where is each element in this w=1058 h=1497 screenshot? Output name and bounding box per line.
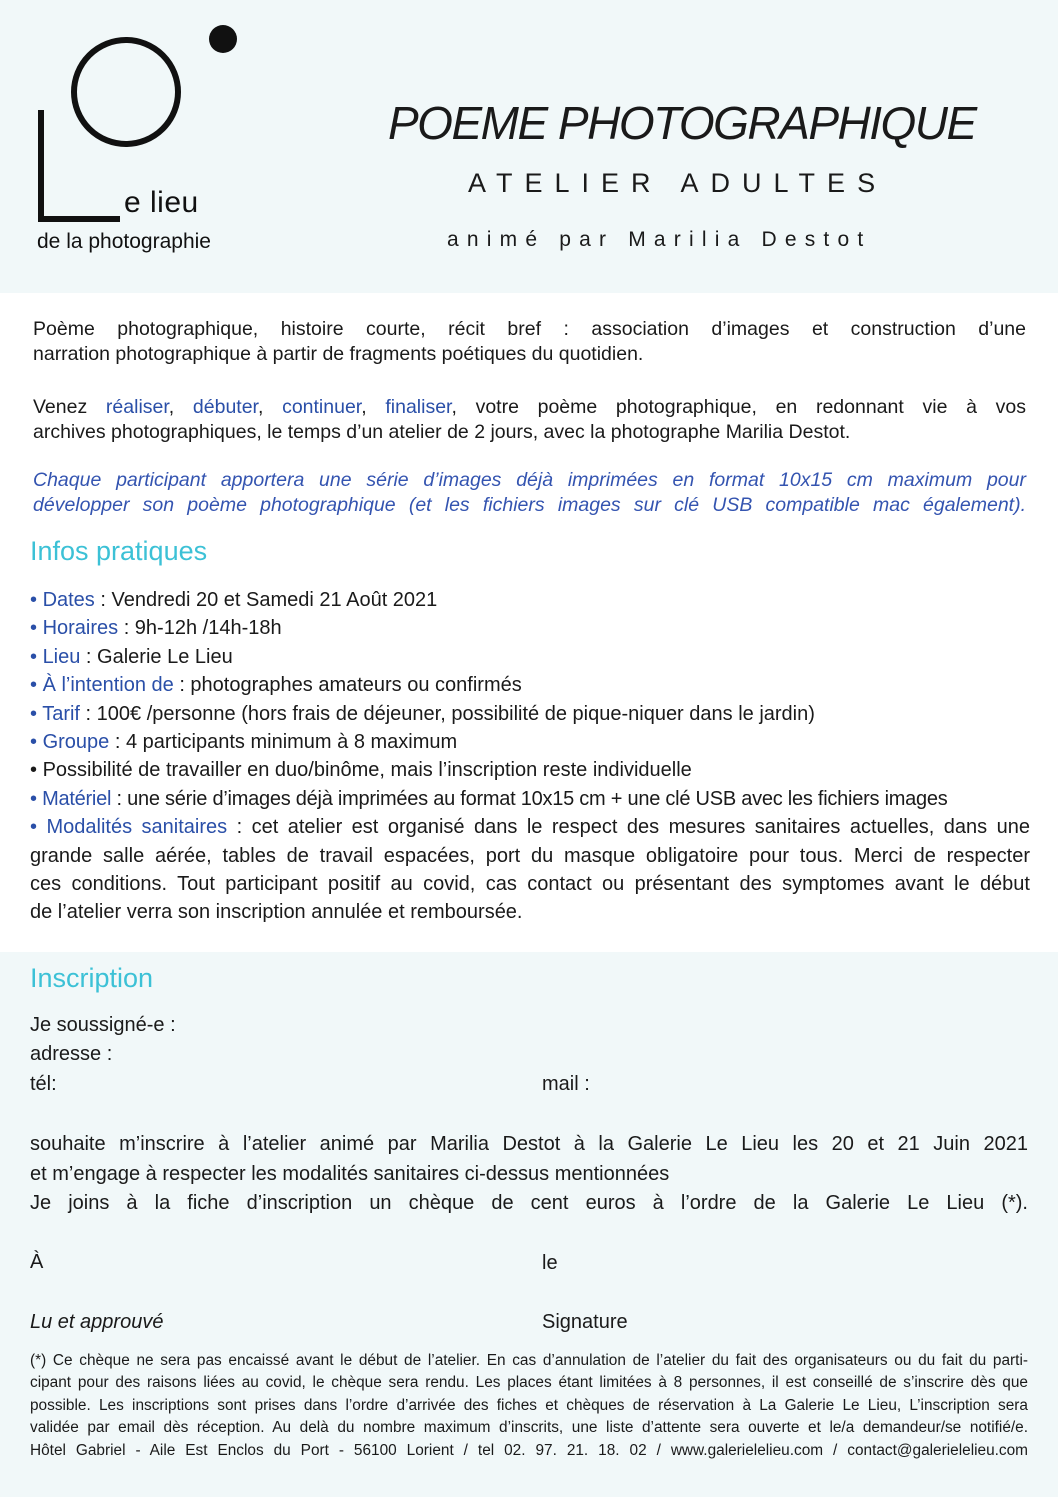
bullet: • <box>30 674 43 697</box>
separator: / <box>646 1441 671 1459</box>
phone-field[interactable]: tél: <box>30 1073 57 1095</box>
item-text: : Galerie Le Lieu <box>80 645 233 668</box>
list-item <box>30 813 1030 841</box>
approved-label: Lu et approuvé <box>30 1311 164 1333</box>
participant-note <box>33 468 1026 518</box>
verb-debuter: débuter <box>192 396 258 418</box>
statement-line: Je joins à la fiche d’inscription un chèque de cent euros à l’ordre de la Galerie Le Lieu (*). <box>30 1192 1028 1214</box>
item-label: Groupe <box>42 731 110 754</box>
item-text: : 100€ /personne (hors frais de déjeuner, possibilité de pique-niquer dans le jardin) <box>80 702 815 725</box>
item-label: Horaires <box>42 617 119 640</box>
separator: , <box>168 396 193 418</box>
bullet: • <box>30 759 43 782</box>
bullet: • <box>30 645 43 668</box>
invite-rest: , votre poème photographique, en redonnant vie à vos <box>451 396 1026 418</box>
postal-address: Hôtel Gabriel - Aile Est Enclos du Port - 56100 Lorient <box>30 1441 454 1459</box>
separator: / <box>823 1441 848 1459</box>
website-link[interactable]: www.galerielelieu.com <box>670 1441 824 1459</box>
logo-name: e lieu <box>124 186 199 219</box>
logo-tagline: de la photographie <box>37 230 211 253</box>
invite-line <box>33 395 1026 420</box>
page-subtitle: ATELIER ADULTES <box>468 168 888 198</box>
item-text: Possibilité de travailler en duo/binôme, mais l’inscription reste individuelle <box>42 759 692 782</box>
verb-finaliser: finaliser <box>385 396 452 418</box>
item-label: Tarif <box>42 702 80 725</box>
byline: animé par Marilia Destot <box>447 228 872 251</box>
list-item <box>30 614 1030 642</box>
list-item <box>30 586 1030 614</box>
phone-number: tel 02. 97. 21. 18. 02 <box>477 1441 647 1459</box>
verb-realiser: réaliser <box>105 396 169 418</box>
invite-paragraph <box>33 395 1026 445</box>
intro-line: Poème photographique, histoire courte, récit bref : association d’images et construction d’une <box>33 318 1026 340</box>
item-text: : une série d’images déjà imprimées au format 10x15 cm + une clé USB avec les fichiers images <box>111 787 948 810</box>
item-label: Lieu <box>42 645 81 668</box>
bullet: • <box>30 617 43 640</box>
signature-field[interactable]: Signature <box>542 1311 628 1333</box>
date-field[interactable]: le <box>542 1252 558 1274</box>
footnote <box>30 1350 1028 1462</box>
page-title: POEME PHOTOGRAPHIQUE <box>388 97 976 149</box>
item-text: : cet atelier est organisé dans le respect des mesures sanitaires actuelles, dans une <box>227 816 1030 839</box>
item-label: Dates <box>42 589 95 611</box>
bullet: • <box>30 816 47 839</box>
infos-title: Infos pratiques <box>30 536 208 566</box>
list-item <box>30 700 1030 728</box>
intro-line: narration photographique à partir de fragments poétiques du quotidien. <box>33 343 644 365</box>
invite-line: archives photographiques, le temps d’un atelier de 2 jours, avec la photographe Marilia Destot. <box>33 421 851 443</box>
list-item <box>30 643 1030 671</box>
bullet: • <box>30 787 43 810</box>
list-item <box>30 671 1030 699</box>
address-field[interactable]: adresse : <box>30 1043 113 1065</box>
list-item <box>30 785 1030 813</box>
sanitary-line: ces conditions. Tout participant positif au covid, cas contact ou présentant des symptomes avant le début <box>30 873 1030 896</box>
verb-continuer: continuer <box>282 396 362 418</box>
inscription-statement <box>30 1130 1028 1219</box>
footnote-line: cipant pour des raisons liées au covid, le chèque sera rendu. Les places étant limitées à 8 personnes, il est conseillé de s’inscrire dès que <box>30 1374 1028 1392</box>
statement-line: et m’engage à respecter les modalités sanitaires ci-dessus mentionnées <box>30 1162 670 1185</box>
statement-line: souhaite m’inscrire à l’atelier animé par Marilia Destot à la Galerie Le Lieu les 20 et 21 Juin 2021 <box>30 1133 1028 1155</box>
intro-paragraph <box>33 317 1026 367</box>
participant-note-line: développer son poème photographique (et les fichiers images sur clé USB compatible mac également). <box>33 494 1026 516</box>
separator: , <box>361 396 386 418</box>
infos-list <box>30 586 1030 927</box>
item-label: Modalités sanitaires <box>46 816 228 839</box>
footnote-line: validée par email dès réception. Au delà du nombre maximum d’inscrits, une liste d’attente sera ouverte et le/a demandeur/se notifié/e. <box>30 1419 1028 1437</box>
bullet: • <box>30 702 43 725</box>
separator: / <box>453 1441 478 1459</box>
email-link[interactable]: contact@galerielelieu.com <box>847 1441 1029 1459</box>
list-item <box>30 728 1030 756</box>
item-label: À l’intention de <box>42 674 174 697</box>
undersigned-field[interactable]: Je soussigné-e : <box>30 1014 176 1036</box>
place-field[interactable]: À <box>30 1251 44 1273</box>
footnote-line: possible. Les inscriptions sont prises dans l’ordre d’arrivée des fiches et chèques de réservation à La Galerie Le Lieu, L’inscription sera <box>30 1396 1028 1414</box>
item-text: : 9h-12h /14h-18h <box>118 617 282 640</box>
list-item <box>30 756 1030 784</box>
item-text: : photographes amateurs ou confirmés <box>173 674 522 697</box>
bullet: • <box>30 589 43 611</box>
sanitary-line: de l’atelier verra son inscription annulée et remboursée. <box>30 901 523 924</box>
contact-line <box>30 1440 1028 1462</box>
bullet: • <box>30 731 43 754</box>
separator: , <box>257 396 283 418</box>
footnote-line: (*) Ce chèque ne sera pas encaissé avant le début de l’atelier. En cas d’annulation de l’atelier du fait des organisateurs ou du fait du parti- <box>30 1352 1028 1369</box>
invite-prefix: Venez <box>33 396 106 418</box>
email-field[interactable]: mail : <box>542 1073 590 1095</box>
inscription-title: Inscription <box>30 963 154 993</box>
sanitary-line: grande salle aérée, tables de travail espacées, port du masque obligatoire pour tous. Merci de respecter <box>30 844 1030 867</box>
item-label: Matériel <box>42 787 112 810</box>
item-text: : 4 participants minimum à 8 maximum <box>109 731 458 754</box>
participant-note-line: Chaque participant apportera une série d’images déjà imprimées en format 10x15 cm maximum pour <box>33 469 1026 491</box>
item-text: : Vendredi 20 et Samedi 21 Août 2021 <box>94 589 438 611</box>
